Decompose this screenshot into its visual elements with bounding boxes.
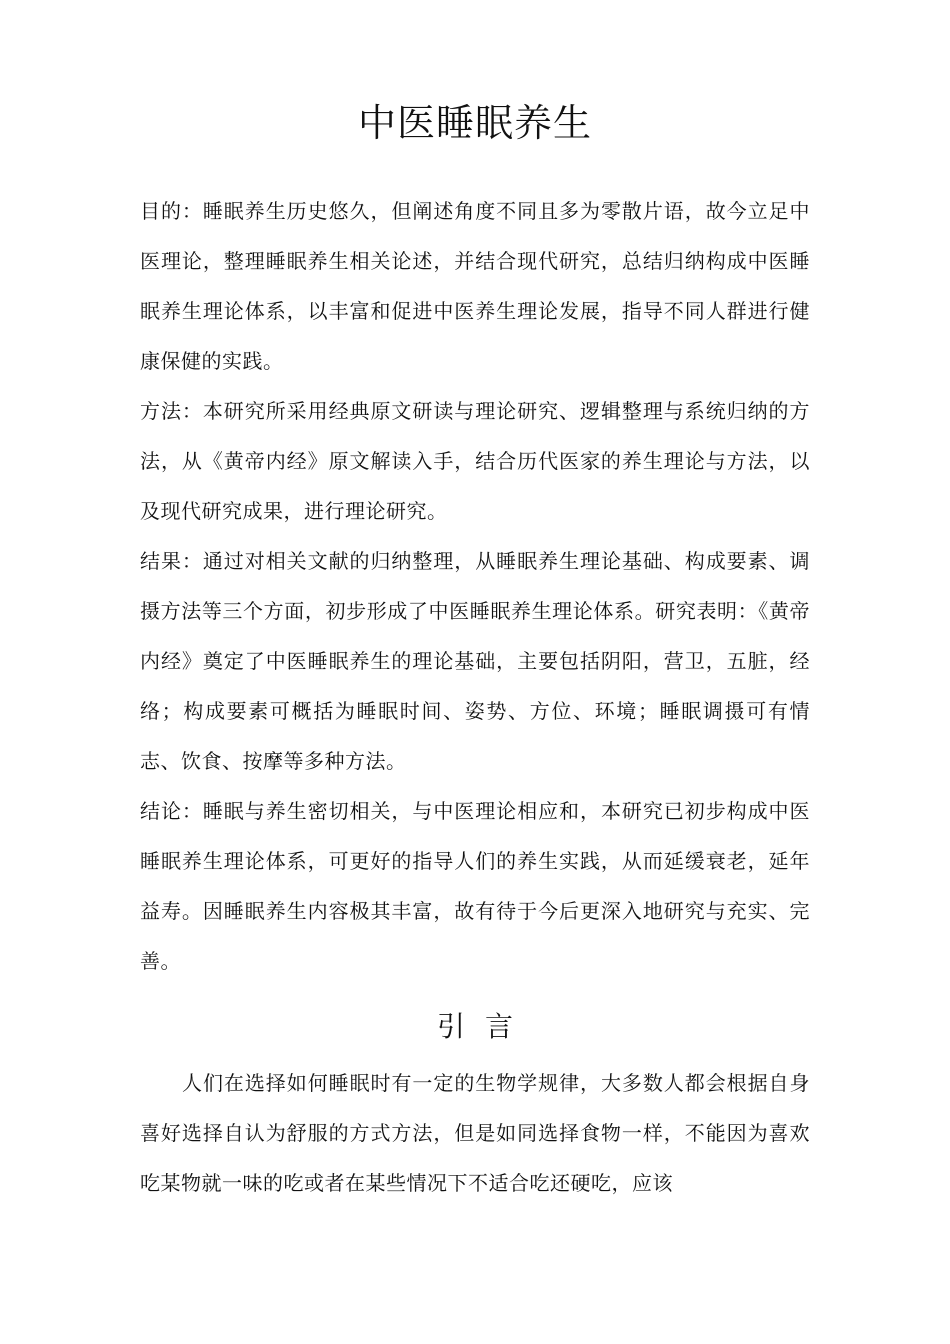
- purpose-text: 睡眠养生历史悠久，但阐述角度不同且多为零散片语，故今立足中医理论，整理睡眠养生相关论述，并结合现代研究，总结归纳构成中医睡眠养生理论体系，以丰富和促进中医养生理论发展，指导不同人群进行健康保健的实践。: [140, 199, 811, 373]
- abstract-conclusion: [140, 786, 810, 986]
- document-title: 中医睡眠养生: [357, 101, 592, 145]
- conclusion-text: 睡眠与养生密切相关，与中医理论相应和，本研究已初步构成中医睡眠养生理论体系，可更好的指导人们的养生实践，从而延缓衰老，延年益寿。因睡眠养生内容极其丰富，故有待于今后更深入地研究与充实、完善。: [140, 799, 811, 973]
- method-label: 方法：: [140, 399, 203, 423]
- abstract-purpose: [140, 186, 810, 386]
- abstract-method: [140, 386, 810, 536]
- introduction-paragraph: 人们在选择如何睡眠时有一定的生物学规律，大多数人都会根据自身喜好选择自认为舒服的方式方法，但是如同选择食物一样，不能因为喜欢吃某物就一味的吃或者在某些情况下不适合吃还硬吃，应该: [140, 1071, 810, 1195]
- purpose-label: 目的：: [140, 199, 203, 223]
- result-text: 通过对相关文献的归纳整理，从睡眠养生理论基础、构成要素、调摄方法等三个方面，初步形成了中医睡眠养生理论体系。研究表明：《黄帝内经》奠定了中医睡眠养生的理论基础，主要包括阴阳，营卫，五脏，经络；构成要素可概括为睡眠时间、姿势、方位、环境；睡眠调摄可有情志、饮食、按摩等多种方法。: [140, 549, 811, 773]
- conclusion-label: 结论：: [140, 799, 203, 823]
- introduction-section: [140, 1058, 810, 1208]
- abstract-result: [140, 536, 810, 786]
- abstract-section: [140, 186, 810, 986]
- method-text: 本研究所采用经典原文研读与理论研究、逻辑整理与系统归纳的方法，从《黄帝内经》原文解读入手，结合历代医家的养生理论与方法，以及现代研究成果，进行理论研究。: [140, 399, 811, 523]
- result-label: 结果：: [140, 549, 203, 573]
- section-heading-introduction: 引言: [436, 1010, 533, 1043]
